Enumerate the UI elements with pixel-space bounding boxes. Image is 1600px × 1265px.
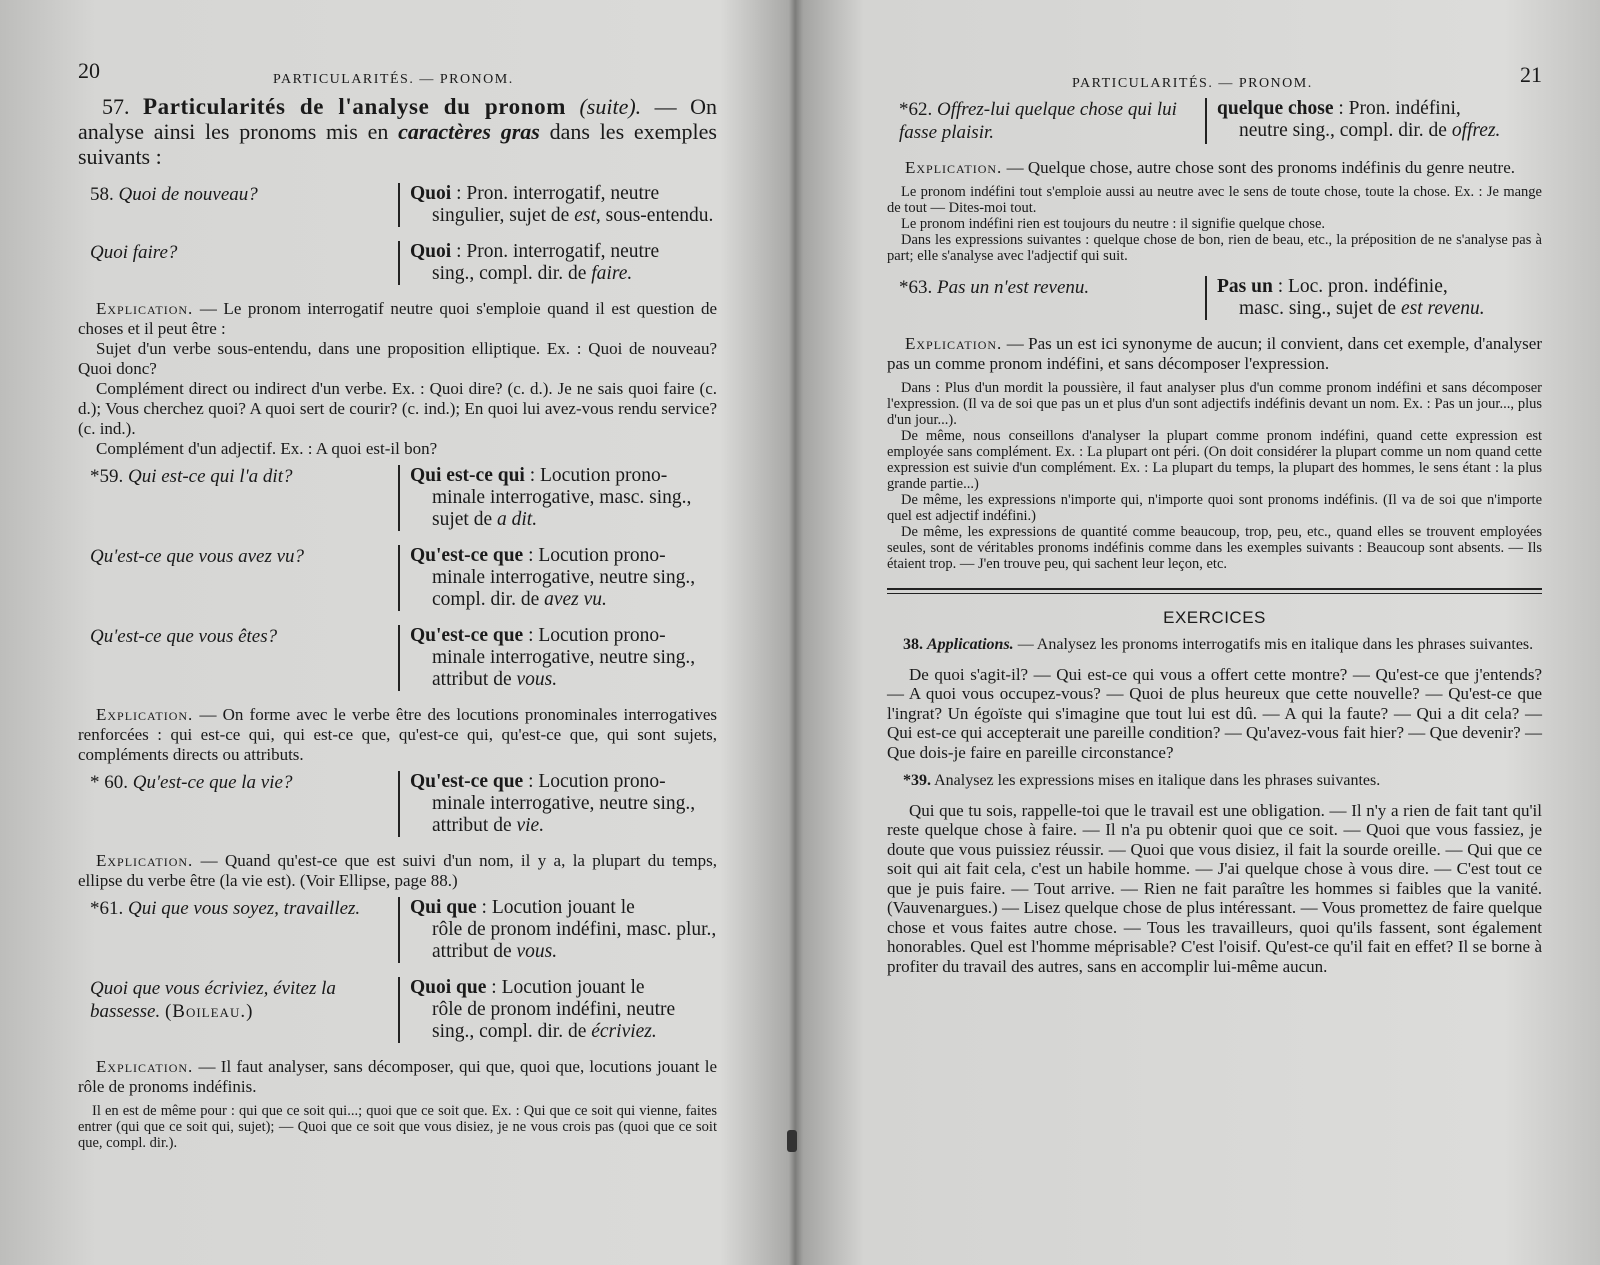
example-analysis: Quoi : Pron. interrogatif, neutre sing., compl. dir. de faire. [398, 241, 717, 285]
example-analysis: Qui que : Locution jouant le rôle de pronom indéfini, masc. plur., attribut de vous. [398, 897, 717, 963]
binding-thread [787, 1130, 797, 1152]
explanation-60: Explication. — Quand qu'est-ce que est suivi d'un nom, il y a, la plupart du temps, ellipse du verbe être (la vie est). (Voir Ellipse, page 88.) [78, 851, 717, 890]
intro-text-b: dans les exemples suivants : [78, 119, 717, 169]
example-58 [78, 183, 717, 227]
example-analysis: quelque chose : Pron. indéfini, neutre sing., compl. dir. de offrez. [1205, 98, 1542, 144]
example-61b [78, 977, 717, 1043]
example-phrase: *62. Offrez-lui quelque chose qui lui fasse plaisir. [899, 99, 1177, 143]
right-page-header [887, 62, 1542, 98]
right-page [805, 0, 1600, 1265]
example-60 [78, 771, 717, 837]
example-analysis: Quoi : Pron. interrogatif, neutre singulier, sujet de est, sous-entendu. [398, 183, 717, 227]
example-analysis: Qui est-ce qui : Locution prono- minale interrogative, masc. sing., sujet de a dit. [398, 465, 717, 531]
example-phrase: *59. Qui est-ce qui l'a dit? [90, 466, 293, 487]
exercises-heading: EXERCICES [1163, 608, 1266, 627]
example-phrase: * 60. Qu'est-ce que la vie? [90, 772, 293, 793]
left-page [0, 0, 795, 1265]
explanation-63: Explication. — Pas un est ici synonyme de aucun; il convient, dans cet exemple, d'analyser pas un comme pronom indéfini, et sans décomposer l'expression. [887, 334, 1542, 373]
explanation-line: Complément direct ou indirect d'un verbe. Ex. : Quoi dire? (c. d.). Je ne sais quoi faire (c. d.); Vous cherchez quoi? A quoi sert de courir? (c. ind.); En quoi lui avez-vous rendu service? (c. ind.). [78, 379, 717, 438]
exercise-38: 38. Applications. — Analysez les pronoms interrogatifs mis en italique dans les phrases suivantes. De quoi s'agit-il? — Qui est-ce qui vous a offert cette montre? — Qu'est-ce que j'entends? — A quoi vous occupez-vous? — Quoi de plus heureux que cette nouvelle? — Qu'est-ce que l'ingrat? Un égoïste qui s'imagine que tout lui est dû. — A qui la faute? — Qui a dit cela? — Qui est-ce qui accepterait une pareille condition? — Qu'avez-vous fait hier? — Que devenir? — Que dois-je faire en pareille circonstance? [887, 636, 1542, 762]
section-number: 57. [102, 94, 130, 119]
left-page-header [78, 58, 717, 94]
example-phrase: *63. Pas un n'est revenu. [899, 277, 1090, 298]
example-phrase: *61. Qui que vous soyez, travaillez. [90, 898, 361, 919]
page-number: 21 [1520, 62, 1542, 87]
example-analysis: Qu'est-ce que : Locution prono- minale interrogative, neutre sing., compl. dir. de avez vu. [398, 545, 717, 611]
intro-emphasis: caractères gras [398, 119, 540, 144]
exercise-text: De quoi s'agit-il? — Qui est-ce qui vous a offert cette montre? — Qu'est-ce que j'entends? — A quoi vous occupez-vous? — Quoi de plus heureux que cette nouvelle? — Qu'est-ce que l'ingrat? Un égoïste qui s'imagine que tout lui est dû. — A qui la faute? — Qui a dit cela? — Qui est-ce qui accepterait une pareille condition? — Qu'avez-vous fait hier? — Que devenir? — Que dois-je faire en pareille circonstance? [887, 664, 1542, 762]
note-62: Le pronom indéfini tout s'emploie aussi au neutre avec le sens de toute chose, toute la chose. Ex. : Je mange de tout — Dites-moi tout. Le pronom indéfini rien est toujours du neutre : il signifie quelque chose. Dans les expressions suivantes : quelque chose de bon, rien de beau, etc., la préposition de ne s'analyse pas à part; elle s'analyse avec l'adjectif qui suit. [887, 184, 1542, 264]
note-61: Il en est de même pour : qui que ce soit qui...; quoi que ce soit que. Ex. : Qui que ce soit qui vienne, faites entrer (qui que ce soit qui, sujet); — Quoi que ce soit que vous disiez, je ne vous crois pas (quoi que ce soit que, compl. dir.). [78, 1103, 717, 1151]
explanation-59: Explication. — On forme avec le verbe être des locutions pronominales interrogatives renforcées : qui est-ce qui, qui est-ce que, qu'est-ce qui, qu'est-ce que, qui sont sujets, compléments directs ou attributs. [78, 705, 717, 764]
example-phrase: 58. Quoi de nouveau? [90, 184, 258, 205]
example-analysis: Pas un : Loc. pron. indéfinie, masc. sing., sujet de est revenu. [1205, 276, 1542, 320]
example-phrase: Qu'est-ce que vous avez vu? [90, 546, 305, 567]
example-61 [78, 897, 717, 963]
page-number: 20 [78, 58, 100, 83]
section-divider [887, 588, 1542, 594]
example-59 [78, 465, 717, 531]
running-head: PARTICULARITÉS. — PRONOM. [1072, 76, 1313, 91]
example-59b [78, 545, 717, 611]
explanation-line: Sujet d'un verbe sous-entendu, dans une proposition elliptique. Ex. : Quoi de nouveau? Quoi donc? [78, 339, 717, 378]
example-59c [78, 625, 717, 691]
example-58b [78, 241, 717, 285]
section-suite: (suite). [579, 94, 642, 119]
exercise-text: Qui que tu sois, rappelle-toi que le travail est une obligation. — Il n'y a rien de fait tant qu'il reste quelque chose à faire. — Il n'a pu obtenir quoi que ce soit. — Quoi que vous fassiez, je doute que vous puissiez réussir. — Quoi que vous disiez, il fait la sourde oreille. — Qui que ce soit qui ait fait cela, c'est un habile homme. — J'ai quelque chose à vous dire. — C'est tout ce que je puis faire. — Tout arrive. — Rien ne fait paraître les hommes si faibles que la vanité. (Vauvenargues.) — Lisez quelque chose de plus intéressant. — Vous promettez de faire quelque chose et vous faites autre chose. — Tous les travailleurs, quoi qu'ils fassent, sont également honorables. Quel est l'homme méprisable? C'est l'oisif. Qu'est-ce qu'il fait en effet? Il se borne à profiter du travail des autres, sans en accomplir lui-même aucun. [887, 800, 1542, 976]
example-analysis: Qu'est-ce que : Locution prono- minale interrogative, neutre sing., attribut de vous. [398, 625, 717, 691]
example-analysis: Quoi que : Locution jouant le rôle de pronom indéfini, neutre sing., compl. dir. de écriviez. [398, 977, 717, 1043]
explanation-61: Explication. — Il faut analyser, sans décomposer, qui que, quoi que, locutions jouant le rôle de pronoms indéfinis. [78, 1057, 717, 1096]
section-title: Particularités de l'analyse du pronom [142, 94, 566, 119]
exercise-39: *39. Analysez les expressions mises en italique dans les phrases suivantes. Qui que tu sois, rappelle-toi que le travail est une obligation. — Il n'y a rien de fait tant qu'il reste quelque chose à faire. — Il n'a pu obtenir quoi que ce soit. — Quoi que vous fassiez, je doute que vous puissiez réussir. — Quoi que vous disiez, il fait la sourde oreille. — Qui que ce soit qui ait fait cela, c'est un habile homme. — J'ai quelque chose à vous dire. — C'est tout ce que je puis faire. — Tout arrive. — Rien ne fait paraître les hommes si faibles que la vanité. (Vauvenargues.) — Lisez quelque chose de plus intéressant. — Vous promettez de faire quelque chose et vous faites autre chose. — Tous les travailleurs, quoi qu'ils fassent, sont également honorables. Quel est l'homme méprisable? C'est l'oisif. Qu'est-ce qu'il fait en effet? Il se borne à profiter du travail des autres, sans en accomplir lui-même aucun. [887, 772, 1542, 976]
explanation-line: Complément d'un adjectif. Ex. : A quoi est-il bon? [96, 439, 438, 458]
note-63: Dans : Plus d'un mordit la poussière, il faut analyser plus d'un comme pronom indéfini et sans décomposer l'expression. (Il va de soi que pas un et plus d'un sont adjectifs indéfinis devant un nom. Ex. : Pas un jour..., plus d'un jour...). De même, nous conseillons d'analyser la plupart comme pronom indéfini, quand cette expression est employée sans complément. Ex. : La plupart ont péri. (On doit considérer la plupart comme un nom quand cette expression est suivie d'un complément. Ex. : La plupart du temps, la plupart des hommes, le sens étant : la plus grande partie...) De même, les expressions n'importe qui, n'importe quoi sont pronoms indéfinis. (Il va de soi que n'importe quel est adjectif indéfini.) De même, les expressions de quantité comme beaucoup, trop, peu, etc., quand elles se trouvent employées seules, sont de véritables pronoms indéfinis comme dans les exemples suivants : Beaucoup sont absents. — Ils étaient trop. — J'en trouve peu, qui sachent leur leçon, etc. [887, 380, 1542, 572]
example-analysis: Qu'est-ce que : Locution prono- minale interrogative, neutre sing., attribut de vie. [398, 771, 717, 837]
example-phrase: Qu'est-ce que vous êtes? [90, 626, 278, 647]
explanation-58: Explication. — Le pronom interrogatif neutre quoi s'emploie quand il est question de choses et il peut être : Sujet d'un verbe sous-entendu, dans une proposition elliptique. Ex. : Quoi de nouveau? Quoi donc? Complément direct ou indirect d'un verbe. Ex. : Quoi dire? (c. d.). Je ne sais quoi faire (c. d.); Vous cherchez quoi? A quoi sert de courir? (c. ind.); En quoi lui avez-vous rendu service? (c. ind.). Complément d'un adjectif. Ex. : A quoi est-il bon? [78, 299, 717, 458]
example-63 [887, 276, 1542, 320]
intro-text-a: — On analyse ainsi les pronoms mis en [78, 94, 718, 144]
running-head: PARTICULARITÉS. — PRONOM. [273, 72, 514, 87]
section-intro [78, 94, 717, 169]
example-phrase: Quoi faire? [90, 242, 178, 263]
explanation-62: Explication. — Quelque chose, autre chose sont des pronoms indéfinis du genre neutre. [905, 158, 1516, 177]
example-phrase: Quoi que vous écriviez, évitez la bassesse. (Boileau.) [90, 978, 336, 1022]
example-62 [887, 98, 1542, 144]
